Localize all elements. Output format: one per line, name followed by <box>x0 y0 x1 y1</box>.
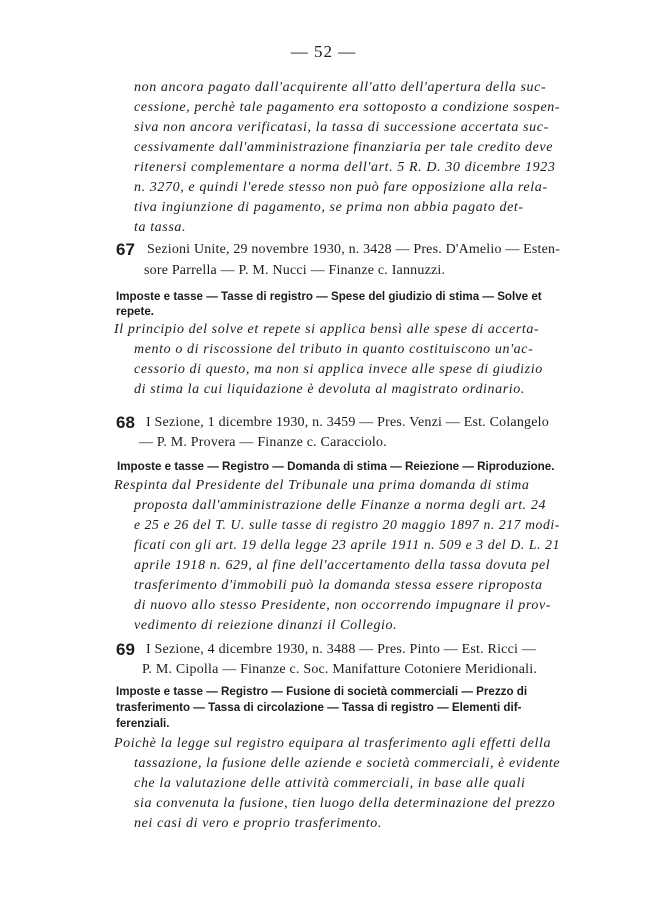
case-number: 69 <box>116 640 135 659</box>
text-line: siva non ancora verificatasi, la tassa di successione accertata suc- <box>134 120 549 135</box>
text-line: che la valutazione delle attività commerciali, in base alle quali <box>134 776 526 791</box>
text-line: cessorio di questo, ma non si applica invece alle spese di giudizio <box>134 362 543 377</box>
header-line: — P. M. Provera — Finanze c. Caracciolo. <box>139 435 387 450</box>
text-line: tassazione, la fusione delle aziende e società commerciali, è evidente <box>134 756 561 771</box>
subject-line: trasferimento — Tassa di circolazione — Tassa di registro — Elementi dif- <box>116 701 522 714</box>
header-line: sore Parrella — P. M. Nucci — Finanze c. Iannuzzi. <box>144 263 446 278</box>
header-line: I Sezione, 1 dicembre 1930, n. 3459 — Pres. Venzi — Est. Colangelo <box>146 415 549 430</box>
text-line: Poichè la legge sul registro equipara al trasferimento agli effetti della <box>114 736 552 751</box>
subject-line: Imposte e tasse — Registro — Domanda di stima — Reiezione — Riproduzione. <box>117 460 555 473</box>
text-line: ficati con gli art. 19 della legge 23 aprile 1911 n. 509 e 3 del D. L. 21 <box>134 538 561 553</box>
text-line: vedimento di reiezione dinanzi il Collegio. <box>134 618 398 633</box>
subject-line: repete. <box>116 305 155 318</box>
subject-line: Imposte e tasse — Tasse di registro — Spese del giudizio di stima — Solve et <box>116 290 542 303</box>
text-line: n. 3270, e quindi l'erede stesso non può fare opposizione alla rela- <box>134 180 548 195</box>
text-line: ta tassa. <box>134 220 187 235</box>
header-line: I Sezione, 4 dicembre 1930, n. 3488 — Pres. Pinto — Est. Ricci — <box>146 642 536 657</box>
text-line: e 25 e 26 del T. U. sulle tasse di registro 20 maggio 1897 n. 217 modi- <box>134 518 560 533</box>
text-line: ritenersi complementare a norma dell'art. 5 R. D. 30 dicembre 1923 <box>134 160 556 175</box>
text-line: di nuovo allo stesso Presidente, non occorrendo impugnare il prov- <box>134 598 552 613</box>
text-line: proposta dall'amministrazione delle Finanze a norma degli art. 24 <box>134 498 547 513</box>
header-line: P. M. Cipolla — Finanze c. Soc. Manifatture Cotoniere Meridionali. <box>142 662 538 677</box>
text-line: trasferimento d'immobili può la domanda stessa essere riproposta <box>134 578 543 593</box>
subject-line: ferenziali. <box>116 717 170 730</box>
subject-line: Imposte e tasse — Registro — Fusione di società commerciali — Prezzo di <box>116 685 528 698</box>
text-line: Il principio del solve et repete si applica bensì alle spese di accerta- <box>114 322 540 337</box>
text-line: sia convenuta la fusione, tien luogo della determinazione del prezzo <box>134 796 556 811</box>
text-line: tiva ingiunzione di pagamento, se prima non abbia pagato det- <box>134 200 524 215</box>
text-line: non ancora pagato dall'acquirente all'atto dell'apertura della suc- <box>134 80 547 95</box>
text-line: di stima la cui liquidazione è devoluta al magistrato ordinario. <box>134 382 525 397</box>
header-line: Sezioni Unite, 29 novembre 1930, n. 3428 — Pres. D'Amelio — Esten- <box>147 242 561 257</box>
case-number: 67 <box>116 240 135 259</box>
text-line: mento o di riscossione del tributo in quanto costituiscono un'ac- <box>134 342 534 357</box>
text-line: cessivamente dall'amministrazione finanziaria per tale credito deve <box>134 140 554 155</box>
text-line: aprile 1918 n. 629, al fine dell'accertamento della tassa dovuta pel <box>134 558 551 573</box>
text-line: cessione, perchè tale pagamento era sottoposto a condizione sospen- <box>134 100 561 115</box>
text-line: nei casi di vero e proprio trasferimento. <box>134 816 382 831</box>
case-number: 68 <box>116 413 135 432</box>
page-number: — 52 — <box>290 42 357 61</box>
text-line: Respinta dal Presidente del Tribunale una prima domanda di stima <box>114 478 530 493</box>
